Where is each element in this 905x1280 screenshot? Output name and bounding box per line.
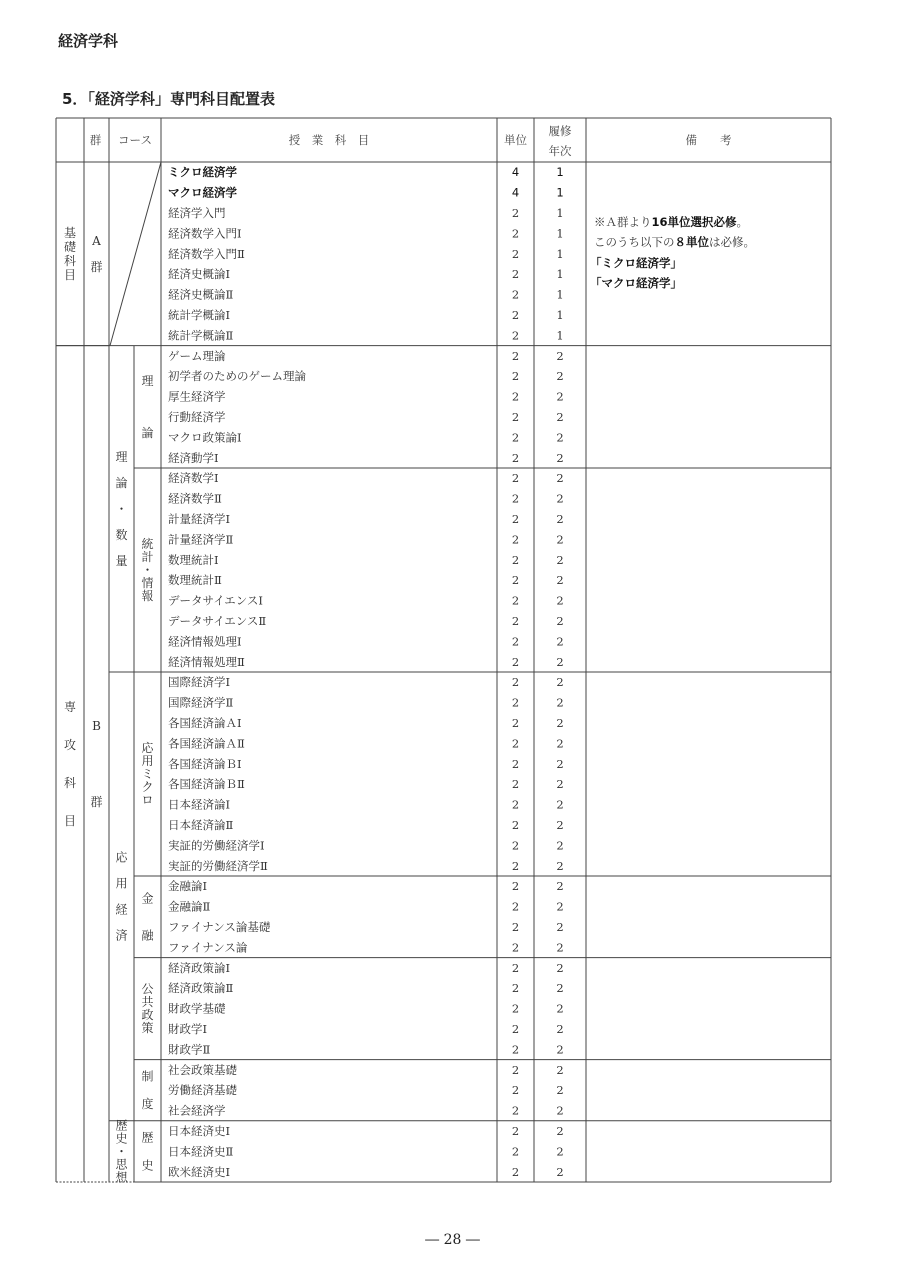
subject-name: 日本経済論Ⅰ <box>168 797 231 812</box>
subcourse-label: 応用ミクロ <box>141 741 154 807</box>
subject-year: 2 <box>556 1124 564 1138</box>
subject-year: 2 <box>556 1083 564 1098</box>
subject-credits: 2 <box>511 246 520 261</box>
subject-credits: 2 <box>511 491 520 506</box>
subject-year: 2 <box>556 838 564 853</box>
subject-year: 1 <box>556 246 564 261</box>
header-year-line2: 年次 <box>548 144 572 158</box>
subject-credits: 2 <box>511 654 520 669</box>
subject-credits: 2 <box>511 1062 520 1077</box>
subject-name: 経済動学Ⅰ <box>168 450 219 465</box>
group-b: B 群 <box>90 718 103 809</box>
subject-credits: 2 <box>511 532 520 547</box>
subject-name: マクロ経済学 <box>168 185 237 200</box>
subject-credits: 2 <box>511 940 520 955</box>
category-major: 専攻科目 <box>63 699 77 828</box>
page-number: ― 28 ― <box>425 1232 480 1248</box>
subject-credits: 2 <box>511 552 520 567</box>
subject-name: 経済情報処理Ⅰ <box>168 634 242 649</box>
subject-name: ファイナンス論 <box>168 940 248 955</box>
subject-year: 2 <box>556 756 564 771</box>
subject-credits: 2 <box>511 328 520 343</box>
subject-credits: 2 <box>511 1022 520 1036</box>
subject-year: 2 <box>556 389 564 404</box>
subject-name: 数理統計Ⅱ <box>168 573 222 588</box>
subject-year: 2 <box>556 450 564 465</box>
subject-year: 2 <box>556 573 564 588</box>
course-label: 応用経済 <box>115 850 128 943</box>
subject-credits: 2 <box>511 287 520 302</box>
subject-year: 1 <box>556 287 564 302</box>
subject-name: 実証的労働経済学Ⅰ <box>168 838 265 853</box>
subject-year: 2 <box>556 1164 564 1179</box>
subject-credits: 2 <box>511 369 520 384</box>
subject-year: 2 <box>556 369 564 384</box>
subject-credits: 2 <box>511 634 520 649</box>
subject-credits: 2 <box>511 614 520 628</box>
subject-name: 統計学概論Ⅱ <box>168 328 234 343</box>
subject-credits: 2 <box>511 1144 520 1159</box>
subject-name: 経済数学Ⅰ <box>168 471 219 486</box>
subject-credits: 2 <box>511 756 520 771</box>
subject-credits: 2 <box>511 308 520 322</box>
subject-year: 1 <box>556 267 564 282</box>
subject-year: 2 <box>556 899 564 914</box>
subject-name: 社会政策基礎 <box>168 1062 237 1077</box>
subject-year: 2 <box>556 675 564 690</box>
subject-year: 2 <box>556 348 564 363</box>
subject-name: 実証的労働経済学Ⅱ <box>168 858 268 873</box>
subject-year: 2 <box>556 1022 564 1036</box>
subject-credits: 2 <box>511 1001 520 1016</box>
department-label: 経済学科 <box>58 32 119 50</box>
subject-name: ミクロ経済学 <box>168 165 237 180</box>
subject-credits: 2 <box>511 348 520 363</box>
subject-credits: 2 <box>511 899 520 914</box>
subject-credits: 2 <box>511 1124 520 1138</box>
subject-name: 各国経済論ＢⅠ <box>168 756 242 771</box>
subject-credits: 2 <box>511 920 520 934</box>
subject-credits: 2 <box>511 675 520 690</box>
subject-name: 厚生経済学 <box>168 389 226 404</box>
subject-credits: 2 <box>511 593 520 608</box>
header-remarks: 備 考 <box>685 133 732 147</box>
subject-year: 2 <box>556 960 564 975</box>
subject-name: ファイナンス論基礎 <box>168 920 271 934</box>
subject-year: 2 <box>556 1062 564 1077</box>
subject-name: 日本経済史Ⅱ <box>168 1144 234 1159</box>
subject-name: 国際経済学Ⅰ <box>168 675 231 690</box>
header-year-line1: 履修 <box>548 124 572 138</box>
subject-name: 経済数学入門Ⅰ <box>168 226 242 241</box>
subject-year: 2 <box>556 1103 564 1118</box>
subject-year: 2 <box>556 716 564 730</box>
subject-name: 経済学入門 <box>168 206 226 220</box>
subject-credits: 2 <box>511 1083 520 1098</box>
subject-name: 経済情報処理Ⅱ <box>168 654 245 669</box>
subject-year: 2 <box>556 695 564 710</box>
subject-name: 経済数学Ⅱ <box>168 491 222 506</box>
subcourse-label: 制度 <box>141 1069 154 1112</box>
subject-name: ゲーム理論 <box>168 348 226 363</box>
subject-year: 2 <box>556 940 564 955</box>
subject-year: 2 <box>556 736 564 751</box>
subject-year: 1 <box>556 328 564 343</box>
requirement-note-line2: このうち以下の８単位は必修。 <box>594 235 755 249</box>
subject-name: 経済史概論Ⅰ <box>168 267 231 282</box>
subject-year: 2 <box>556 1001 564 1016</box>
category-basic: 基礎科目 <box>63 225 77 282</box>
subject-name: 経済政策論Ⅰ <box>168 960 231 975</box>
subject-credits: 2 <box>511 960 520 975</box>
group-a: A 群 <box>90 233 103 274</box>
diagonal-slash <box>110 162 161 346</box>
subject-credits: 2 <box>511 838 520 853</box>
subject-name: 統計学概論Ⅰ <box>168 308 231 322</box>
subject-year: 2 <box>556 879 564 894</box>
course-label: 歴史・思想 <box>115 1118 128 1185</box>
subject-credits: 2 <box>511 1042 520 1057</box>
subject-year: 1 <box>556 185 564 200</box>
subject-credits: 2 <box>511 471 520 486</box>
subject-year: 2 <box>556 512 564 526</box>
subject-name: 計量経済学Ⅱ <box>168 532 234 547</box>
subject-name: 各国経済論ＢⅡ <box>168 777 245 792</box>
subject-name: 数理統計Ⅰ <box>168 552 219 567</box>
required-subject-micro: 「ミクロ経済学」 <box>590 256 682 270</box>
subject-credits: 2 <box>511 430 520 445</box>
course-label: 理論・数量 <box>115 449 128 568</box>
subject-name: 各国経済論ＡⅡ <box>168 736 245 751</box>
subject-name: 行動経済学 <box>168 410 226 424</box>
subject-credits: 2 <box>511 777 520 792</box>
header-subject: 授 業 科 目 <box>288 133 370 147</box>
subject-name: 財政学基礎 <box>168 1001 226 1016</box>
subject-name: 金融論Ⅱ <box>168 899 211 914</box>
subject-year: 2 <box>556 532 564 547</box>
subject-credits: 2 <box>511 410 520 424</box>
subject-year: 2 <box>556 552 564 567</box>
subject-credits: 2 <box>511 858 520 873</box>
subcourse-label: 統計・情報 <box>141 537 154 603</box>
subject-name: 日本経済論Ⅱ <box>168 818 234 832</box>
subject-credits: 2 <box>511 512 520 526</box>
subject-name: 欧米経済史Ⅰ <box>168 1164 231 1179</box>
subject-credits: 2 <box>511 450 520 465</box>
subject-credits: 2 <box>511 981 520 996</box>
subject-year: 2 <box>556 410 564 424</box>
subject-year: 2 <box>556 593 564 608</box>
subject-name: 経済数学入門Ⅱ <box>168 246 245 261</box>
subject-credits: 2 <box>511 573 520 588</box>
subject-credits: 2 <box>511 1103 520 1118</box>
subcourse-label: 理論 <box>141 373 154 440</box>
subject-year: 2 <box>556 1144 564 1159</box>
subject-name: 財政学Ⅱ <box>168 1042 211 1057</box>
subject-year: 2 <box>556 797 564 812</box>
subject-year: 1 <box>556 308 564 322</box>
subject-credits: 2 <box>511 226 520 241</box>
subject-year: 2 <box>556 920 564 934</box>
subject-year: 2 <box>556 981 564 996</box>
subcourse-label: 公共政策 <box>141 982 154 1036</box>
subject-name: 各国経済論ＡⅠ <box>168 716 242 730</box>
subject-name: 国際経済学Ⅱ <box>168 695 234 710</box>
subcourse-label: 金融 <box>141 891 154 943</box>
subject-credits: 2 <box>511 267 520 282</box>
subject-year: 2 <box>556 818 564 832</box>
subject-name: 経済政策論Ⅱ <box>168 981 234 996</box>
subject-credits: 4 <box>511 165 520 180</box>
header-group: 群 <box>89 133 102 147</box>
subject-credits: 2 <box>511 206 520 220</box>
subcourse-label: 歴史 <box>141 1130 154 1173</box>
subject-year: 2 <box>556 1042 564 1057</box>
subject-credits: 2 <box>511 1164 520 1179</box>
subject-year: 2 <box>556 430 564 445</box>
subject-name: 金融論Ⅰ <box>168 879 208 894</box>
subject-credits: 2 <box>511 818 520 832</box>
subject-credits: 2 <box>511 797 520 812</box>
subject-credits: 2 <box>511 389 520 404</box>
subject-name: 初学者のためのゲーム理論 <box>168 369 306 384</box>
subject-year: 2 <box>556 634 564 649</box>
subject-name: データサイエンスⅠ <box>168 593 263 608</box>
header-credits: 単位 <box>504 133 527 147</box>
subject-name: データサイエンスⅡ <box>168 614 267 628</box>
subject-name: 日本経済史Ⅰ <box>168 1124 231 1138</box>
subject-year: 2 <box>556 654 564 669</box>
subject-year: 1 <box>556 226 564 241</box>
subject-name: 財政学Ⅰ <box>168 1022 208 1036</box>
subject-credits: 2 <box>511 695 520 710</box>
subject-name: マクロ政策論Ⅰ <box>168 430 242 445</box>
subject-year: 1 <box>556 165 564 180</box>
subject-name: 社会経済学 <box>168 1103 226 1118</box>
subject-name: 労働経済基礎 <box>168 1083 237 1098</box>
subject-year: 2 <box>556 491 564 506</box>
section-title: 5．「経済学科」専門科目配置表 <box>62 90 275 108</box>
subject-name: 計量経済学Ⅰ <box>168 512 231 526</box>
subject-credits: 2 <box>511 736 520 751</box>
subject-year: 1 <box>556 206 564 220</box>
subject-credits: 4 <box>511 185 520 200</box>
subject-year: 2 <box>556 858 564 873</box>
subject-year: 2 <box>556 614 564 628</box>
subject-credits: 2 <box>511 716 520 730</box>
subject-year: 2 <box>556 777 564 792</box>
requirement-note-line1: ※Ａ群より16単位選択必修。 <box>594 215 749 229</box>
subject-credits: 2 <box>511 879 520 894</box>
header-course: コース <box>118 133 152 147</box>
subject-year: 2 <box>556 471 564 486</box>
required-subject-macro: 「マクロ経済学」 <box>590 276 682 290</box>
subject-name: 経済史概論Ⅱ <box>168 287 234 302</box>
